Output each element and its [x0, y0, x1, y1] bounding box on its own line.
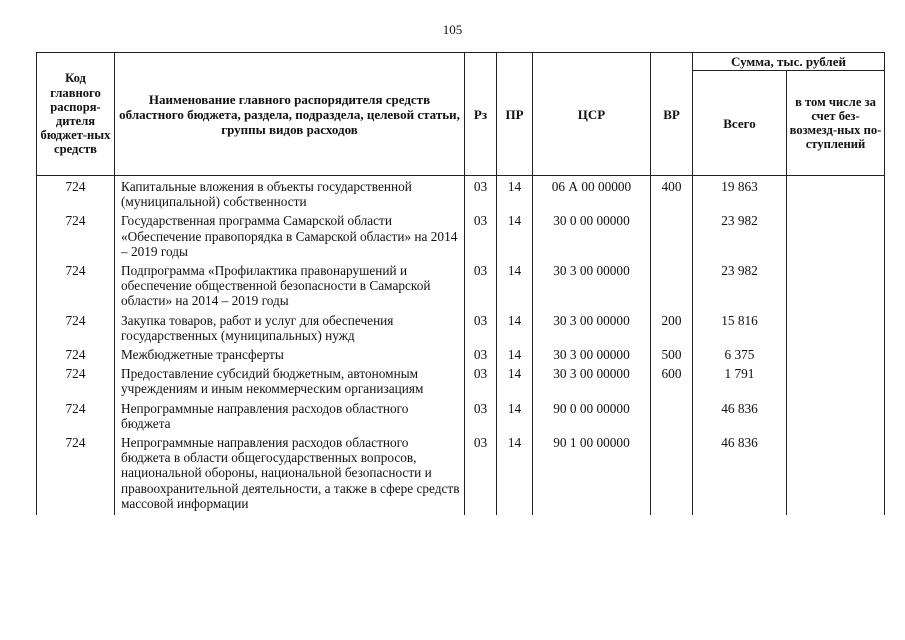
row-csr: 30 3 00 00000: [533, 263, 651, 313]
row-csr: 30 3 00 00000: [533, 347, 651, 366]
row-code: 724: [37, 401, 115, 435]
row-code: 724: [37, 176, 115, 214]
row-free: [787, 176, 885, 214]
row-total: 23 982: [693, 263, 787, 313]
row-vr: 200: [651, 313, 693, 347]
row-free: [787, 263, 885, 313]
row-name: Непрограммные направления расходов областного бюджета в области общегосударственных вопросов, национальной обороны, национальной безопасности и правоохранительной деятельности, а также в сфере средств массовой информации: [115, 435, 465, 515]
row-free: [787, 213, 885, 263]
row-code: 724: [37, 313, 115, 347]
row-rz: 03: [465, 401, 497, 435]
row-total: 46 836: [693, 435, 787, 515]
header-code: Код главного распоря-дителя бюджет-ных средств: [37, 53, 115, 176]
table-row: [37, 213, 885, 263]
table-row: [37, 313, 885, 347]
row-free: [787, 347, 885, 366]
table-row: [37, 401, 885, 435]
row-code: 724: [37, 366, 115, 400]
header-name: Наименование главного распорядителя средств областного бюджета, раздела, подраздела, целевой статьи, группы видов расходов: [115, 53, 465, 176]
table-row: [37, 435, 885, 515]
row-rz: 03: [465, 263, 497, 313]
row-name: Подпрограмма «Профилактика правонарушений и обеспечение общественной безопасности в Самарской области» на 2014 – 2019 годы: [115, 263, 465, 313]
header-csr: ЦСР: [533, 53, 651, 176]
table-body: [37, 176, 885, 516]
row-pr: 14: [497, 313, 533, 347]
row-vr: 500: [651, 347, 693, 366]
row-code: 724: [37, 347, 115, 366]
row-free: [787, 366, 885, 400]
row-name: Межбюджетные трансферты: [115, 347, 465, 366]
row-rz: 03: [465, 213, 497, 263]
budget-table: [36, 52, 885, 515]
header-vr: ВР: [651, 53, 693, 176]
row-code: 724: [37, 263, 115, 313]
row-rz: 03: [465, 347, 497, 366]
row-vr: [651, 263, 693, 313]
row-total: 46 836: [693, 401, 787, 435]
row-pr: 14: [497, 366, 533, 400]
row-csr: 90 0 00 00000: [533, 401, 651, 435]
row-csr: 30 0 00 00000: [533, 213, 651, 263]
row-total: 15 816: [693, 313, 787, 347]
table-row: [37, 366, 885, 400]
row-csr: 90 1 00 00000: [533, 435, 651, 515]
row-rz: 03: [465, 435, 497, 515]
row-total: 19 863: [693, 176, 787, 214]
header-total: Всего: [693, 71, 787, 176]
row-vr: [651, 213, 693, 263]
table-row: [37, 263, 885, 313]
row-free: [787, 401, 885, 435]
row-free: [787, 435, 885, 515]
row-code: 724: [37, 435, 115, 515]
table-row: [37, 347, 885, 366]
row-total: 1 791: [693, 366, 787, 400]
header-row: [37, 53, 885, 71]
row-code: 724: [37, 213, 115, 263]
row-csr: 30 3 00 00000: [533, 313, 651, 347]
row-pr: 14: [497, 401, 533, 435]
row-name: Закупка товаров, работ и услуг для обеспечения государственных (муниципальных) нужд: [115, 313, 465, 347]
row-csr: 06 А 00 00000: [533, 176, 651, 214]
row-csr: 30 3 00 00000: [533, 366, 651, 400]
row-name: Капитальные вложения в объекты государственной (муниципальной) собственности: [115, 176, 465, 214]
row-vr: [651, 435, 693, 515]
row-rz: 03: [465, 366, 497, 400]
row-vr: 400: [651, 176, 693, 214]
page-number: 105: [442, 22, 463, 37]
row-vr: [651, 401, 693, 435]
header-free: в том числе за счет без-возмезд-ных по-ступлений: [787, 71, 885, 176]
row-pr: 14: [497, 263, 533, 313]
row-total: 23 982: [693, 213, 787, 263]
row-pr: 14: [497, 347, 533, 366]
row-free: [787, 313, 885, 347]
row-pr: 14: [497, 213, 533, 263]
row-name: Государственная программа Самарской области «Обеспечение правопорядка в Самарской области» на 2014 – 2019 годы: [115, 213, 465, 263]
row-name: Предоставление субсидий бюджетным, автономным учреждениям и иным некоммерческим организациям: [115, 366, 465, 400]
header-sum: Сумма, тыс. рублей: [693, 53, 885, 71]
row-name: Непрограммные направления расходов областного бюджета: [115, 401, 465, 435]
row-total: 6 375: [693, 347, 787, 366]
table-row: [37, 176, 885, 214]
row-vr: 600: [651, 366, 693, 400]
header-pr: ПР: [497, 53, 533, 176]
row-rz: 03: [465, 313, 497, 347]
row-pr: 14: [497, 176, 533, 214]
row-pr: 14: [497, 435, 533, 515]
row-rz: 03: [465, 176, 497, 214]
header-rz: Рз: [465, 53, 497, 176]
